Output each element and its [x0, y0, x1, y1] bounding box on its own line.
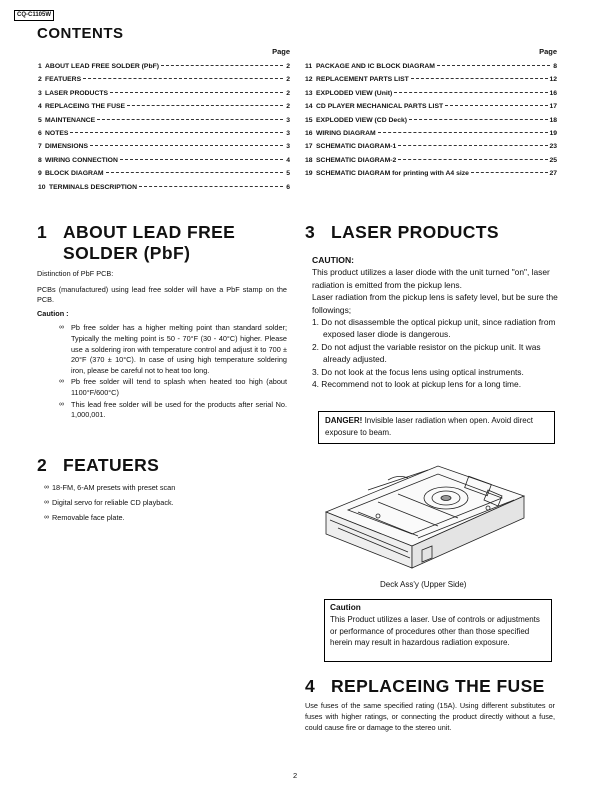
section-4-title: 4 REPLACEING THE FUSE	[305, 676, 545, 696]
toc-item-number: 19	[305, 170, 313, 178]
laser-line: Laser radiation from the pickup lens is safety level, but be sure the followings;	[312, 292, 558, 315]
toc-leader	[106, 172, 283, 173]
toc-leader	[378, 132, 549, 133]
toc-leader	[471, 172, 549, 173]
toc-item-page: 4	[286, 156, 290, 164]
toc-item[interactable]	[38, 63, 290, 76]
toc-item[interactable]	[305, 90, 557, 103]
toc-item-title: BLOCK DIAGRAM	[45, 170, 104, 178]
danger-label: DANGER!	[325, 416, 363, 425]
toc-item-title: NOTES	[45, 129, 69, 137]
toc-leader	[445, 105, 548, 106]
toc-leader	[398, 159, 548, 160]
toc-leader	[127, 105, 283, 106]
laser-line: This product utilizes a laser diode with the unit turned "on", laser radiation is emitted from the pickup lens.	[312, 267, 550, 290]
toc-item-page: 2	[286, 89, 290, 97]
toc-item[interactable]	[38, 117, 290, 130]
toc-item[interactable]	[305, 143, 557, 156]
toc-item-title: SCHEMATIC DIAGRAM-2	[316, 156, 397, 164]
toc-item-page: 17	[549, 103, 557, 111]
toc-item-title: PACKAGE AND IC BLOCK DIAGRAM	[316, 63, 435, 70]
toc-item-number: 3	[38, 89, 42, 97]
toc-item-number: 6	[38, 129, 42, 137]
toc-page-header: Page	[539, 47, 557, 56]
caution-box	[324, 599, 552, 662]
toc-leader	[70, 132, 283, 133]
toc-item-number: 8	[38, 156, 42, 164]
toc-item-number: 17	[305, 143, 313, 151]
toc-item-title: WIRING DIAGRAM	[316, 129, 376, 137]
toc-item-title: REPLACEMENT PARTS LIST	[316, 76, 409, 84]
toc-item-number: 7	[38, 143, 42, 151]
list-item: ∞ Pb free solder has a higher melting point than standard solder; Typically the melting point is 50 - 70°F (30 - 40°C) higher. Please use a soldering iron with temperature control and adjust it to 700 ± 20°F (370 ± 10°C). In case of using high temperature soldering iron, please be careful not to heat too long.	[59, 323, 287, 375]
toc-leader	[90, 145, 283, 146]
bullet-icon: ∞	[59, 378, 64, 386]
toc-item-number: 9	[38, 170, 42, 178]
toc-left	[38, 47, 290, 197]
toc-leader	[398, 145, 548, 146]
toc-item-number: 2	[38, 76, 42, 84]
list-item: 2. Do not adjust the variable resistor on the pickup unit. It was already adjusted.	[312, 341, 541, 365]
section-1-title: 1 ABOUT LEAD FREE SOLDER (PbF)	[37, 222, 236, 263]
toc-leader	[411, 78, 549, 79]
toc-leader	[161, 65, 283, 66]
toc-page-header: Page	[272, 47, 290, 56]
toc-item-page: 27	[549, 170, 557, 178]
toc-item[interactable]	[305, 63, 557, 76]
toc-item-number: 1	[38, 63, 42, 70]
toc-item[interactable]	[305, 117, 557, 130]
toc-item-page: 3	[286, 129, 290, 137]
toc-item-title: EXPLODED VIEW (Unit)	[316, 89, 393, 97]
toc-item-title: WIRING CONNECTION	[45, 156, 118, 164]
bullet-icon: ∞	[44, 484, 49, 491]
toc-item-title: LASER PRODUCTS	[45, 89, 109, 97]
list-item: ∞ This lead free solder will be used for the products after serial No. 1,000,001.	[59, 399, 287, 420]
toc-leader	[120, 159, 283, 160]
toc-item-number: 5	[38, 116, 42, 124]
toc-item-title: ABOUT LEAD FREE SOLDER (PbF)	[45, 63, 160, 70]
toc-item[interactable]	[38, 130, 290, 143]
toc-item[interactable]	[305, 170, 557, 183]
list-item: 3. Do not look at the focus lens using optical instruments.	[312, 366, 524, 377]
toc-item-page: 3	[286, 143, 290, 151]
toc-item-number: 11	[305, 63, 313, 70]
toc-item-number: 4	[38, 103, 42, 111]
toc-item-title: SCHEMATIC DIAGRAM for printing with A4 size	[316, 170, 469, 178]
toc-leader	[409, 119, 548, 120]
toc-item-title: CD PLAYER MECHANICAL PARTS LIST	[316, 103, 444, 111]
toc-item-page: 25	[549, 156, 557, 164]
bullet-icon: ∞	[59, 324, 64, 332]
toc-item[interactable]	[38, 76, 290, 89]
list-item: 1. Do not disassemble the optical pickup unit, since radiation from exposed laser diode is dangerous.	[312, 317, 556, 340]
toc-item-number: 13	[305, 89, 313, 97]
deck-assembly-illustration	[318, 450, 554, 580]
danger-box	[318, 411, 555, 444]
toc-item[interactable]	[38, 170, 290, 183]
fuse-text: Use fuses of the same specified rating (15A). Using different substitutes or fuses with higher ratings, or connecting the product directly without a fuse, could cause fire or damage to the stereo unit.	[305, 701, 555, 733]
bullet-icon: ∞	[59, 400, 64, 408]
toc-leader	[437, 65, 550, 66]
toc-item[interactable]	[38, 103, 290, 116]
toc-item[interactable]	[38, 143, 290, 156]
toc-leader	[110, 92, 283, 93]
contents-title: CONTENTS	[37, 25, 124, 42]
section-2-title: 2 FEATUERS	[37, 455, 160, 475]
list-item: ∞ 18-FM, 6-AM presets with preset scan	[44, 481, 284, 495]
toc-item-page: 5	[286, 170, 290, 178]
toc-item-title: SCHEMATIC DIAGRAM-1	[316, 143, 397, 151]
toc-item[interactable]	[305, 76, 557, 89]
toc-item[interactable]	[38, 157, 290, 170]
toc-item-page: 2	[286, 103, 290, 111]
bullet-icon: ∞	[44, 514, 49, 521]
toc-item-page: 16	[549, 89, 557, 97]
toc-item-title: FEATUERS	[45, 76, 82, 84]
laser-caution-label: CAUTION:	[312, 255, 355, 265]
toc-item-page: 2	[286, 63, 290, 70]
toc-item-page: 19	[549, 129, 557, 137]
toc-item-page: 3	[286, 116, 290, 124]
list-item: ∞ Digital servo for reliable CD playback.	[44, 496, 284, 510]
page-number: 2	[293, 771, 298, 780]
toc-item-page: 2	[286, 76, 290, 84]
toc-item-title: EXPLODED VIEW (CD Deck)	[316, 116, 408, 124]
toc-item-title: MAINTENANCE	[45, 116, 96, 124]
toc-item[interactable]	[305, 103, 557, 116]
toc-item-page: 23	[549, 143, 557, 151]
toc-item[interactable]	[38, 90, 290, 103]
caution-label: Caution :	[37, 308, 69, 318]
toc-right	[305, 47, 557, 184]
section-3-body	[312, 254, 562, 390]
toc-leader	[83, 78, 283, 79]
toc-leader	[139, 186, 283, 187]
toc-item-number: 14	[305, 103, 313, 111]
section-1-body	[37, 269, 287, 422]
toc-item-title: DIMENSIONS	[45, 143, 89, 151]
pbf-stamp-note: PCBs (manufactured) using lead free solder will have a PbF stamp on the PCB.	[37, 284, 287, 305]
model-tag: CQ-C1105W	[14, 10, 54, 21]
pbf-distinction: Distinction of PbF PCB:	[37, 269, 114, 278]
caution-box-text: This Product utilizes a laser. Use of controls or adjustments or performance of procedures other than those specified herein may result in hazardous radiation exposure.	[330, 614, 540, 648]
toc-item-title: TERMINALS DESCRIPTION	[49, 183, 137, 191]
toc-leader	[97, 119, 283, 120]
toc-item[interactable]	[305, 157, 557, 170]
bullet-icon: ∞	[44, 499, 49, 506]
toc-item-page: 12	[549, 76, 557, 84]
toc-item-page: 18	[549, 116, 557, 124]
toc-item-title: REPLACEING THE FUSE	[45, 103, 126, 111]
caution-box-title: Caution	[330, 602, 361, 612]
toc-item-number: 12	[305, 76, 313, 84]
toc-item-number: 16	[305, 129, 313, 137]
toc-item-page: 6	[286, 183, 290, 191]
list-item: 4. Recommend not to look at pickup lens for a long time.	[312, 379, 522, 390]
list-item: ∞ Pb free solder will tend to splash when heated too high (about 1100°F/600°C)	[59, 377, 287, 397]
toc-item-number: 18	[305, 156, 313, 164]
section-2-body	[44, 481, 284, 526]
toc-item[interactable]	[305, 130, 557, 143]
section-3-title: 3 LASER PRODUCTS	[305, 222, 499, 242]
deck-caption: Deck Ass'y (Upper Side)	[380, 580, 467, 589]
toc-item-number: 10	[38, 183, 46, 191]
toc-item-page: 8	[553, 63, 557, 70]
list-item: ∞ Removable face plate.	[44, 511, 284, 525]
toc-item-number: 15	[305, 116, 313, 124]
toc-item[interactable]	[38, 184, 290, 197]
danger-text: Invisible laser radiation when open. Avoid direct exposure to beam.	[325, 416, 533, 437]
toc-leader	[394, 92, 548, 93]
